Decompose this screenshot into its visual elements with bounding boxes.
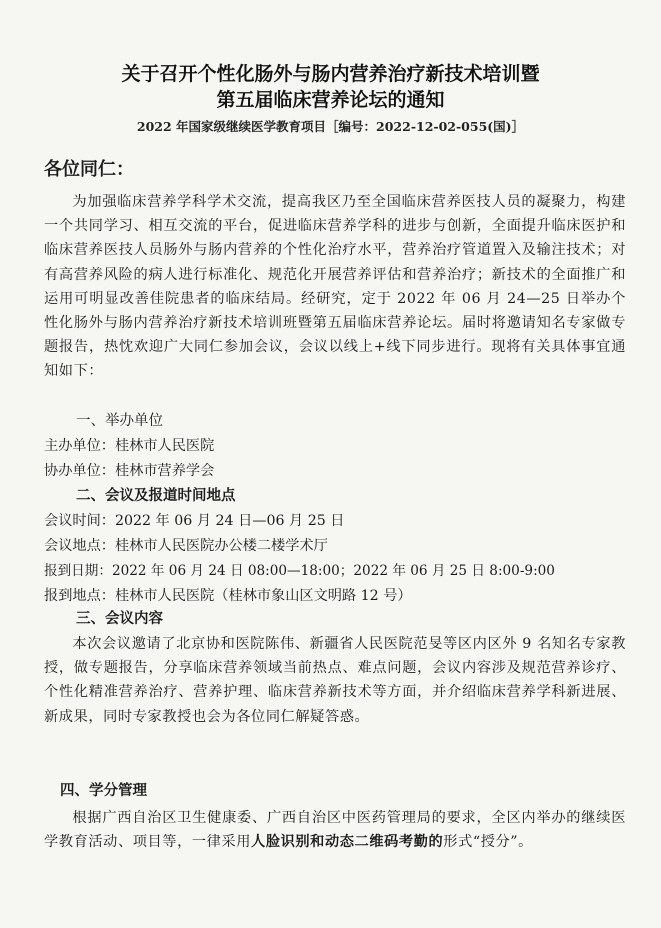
section-4-heading: 四、学分管理	[60, 783, 147, 799]
section-1-heading: 一、举办单位	[76, 413, 163, 429]
meeting-time: 会议时间：2022 年 06 月 24 日—06 月 25 日	[44, 513, 345, 529]
section-2-heading: 二、会议及报道时间地点	[76, 488, 236, 504]
notice-title-line-1: 关于召开个性化肠外与肠内营养治疗新技术培训暨	[121, 63, 540, 85]
report-place: 报到地点：桂林市人民医院（桂林市象山区文明路 12 号）	[44, 588, 412, 604]
section-4-body	[44, 806, 626, 854]
intro-paragraph: 为加强临床营养学科学术交流，提高我区乃至全国临床营养医技人员的凝聚力，构建一个共同学习、相互交流的平台，促进临床营养学科的进步与创新，全面提升临床医护和临床营养医技人员肠外与肠内营养的个性化治疗水平，营养治疗管道置入及输注技术；对有高营养风险的病人进行标准化、规范化开展营养评估和营养治疗；新技术的全面推广和运用可明显改善佳院患者的临床结局。经研究，定于 2022 年 06 月 24—25 日举办个性化肠外与肠内营养治疗新技术培训班暨第五届临床营养论坛。届时将邀请知名专家做专题报告，热忱欢迎广大同仁参加会议，会议以线上+线下同步进行。现将有关具体事宜通知如下：	[44, 194, 626, 380]
section-3-heading: 三、会议内容	[76, 611, 163, 627]
cohost-unit: 协办单位：桂林市营养学会	[44, 463, 215, 479]
section-3-body: 本次会议邀请了北京协和医院陈伟、新疆省人民医院范旻等区内区外 9 名知名专家教授，做专题报告，分享临床营养领域当前热点、难点问题，会议内容涉及规范营养诊疗、个性化精准营养治疗、营养护理、临床营养新技术等方面，并介绍临床营养学科新进展、新成果，同时专家教授也会为各位同仁解疑答惑。	[44, 636, 626, 725]
salutation: 各位同仁：	[44, 159, 134, 180]
project-code-subtitle: 2022 年国家级继续医学教育项目［编号：2022-12-02-055(国)］	[136, 119, 525, 134]
section-4-text-1: 根据广西自治区卫生健康委、广西自治区中医药管理局的要求，全区内举办的继续医学教育活动、项目等，一律采用	[44, 810, 626, 851]
section-4-bold-text: 人脸识别和动态二维码考勤的	[251, 834, 444, 851]
notice-title-line-2: 第五届临床营养论坛的通知	[216, 89, 445, 111]
meeting-place: 会议地点：桂林市人民医院办公楼二楼学术厅	[44, 538, 328, 554]
host-unit: 主办单位：桂林市人民医院	[44, 438, 215, 454]
report-date: 报到日期：2022 年 06 月 24 日 08:00—18:00；2022 年 06 月 25 日 8:00-9:00	[44, 563, 555, 579]
section-4-text-2: 形式“授分”。	[443, 834, 533, 851]
